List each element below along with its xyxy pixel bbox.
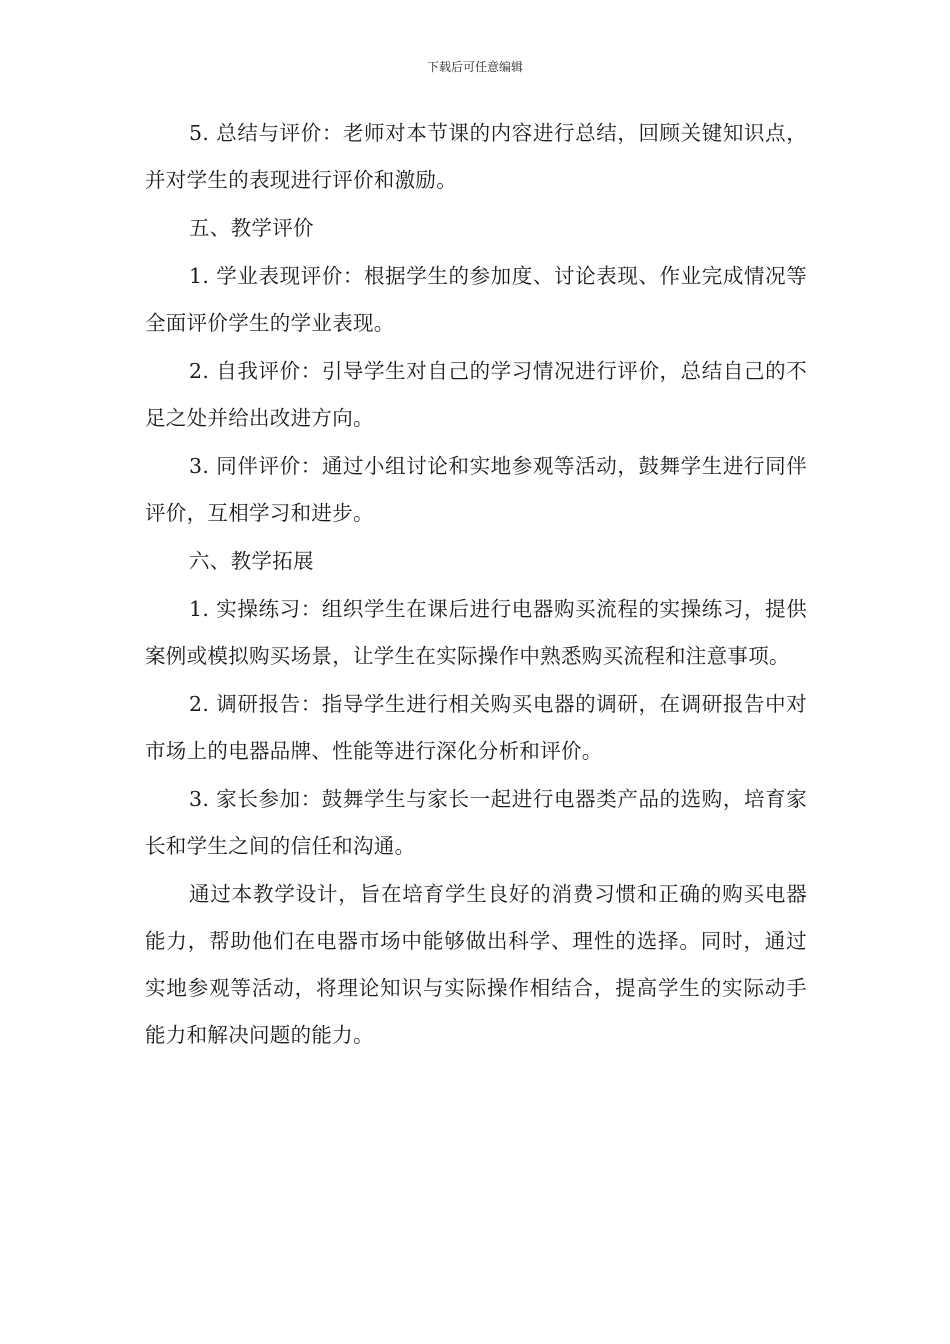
paragraph-practice: 1. 实操练习：组织学生在课后进行电器购买流程的实操练习，提供案例或模拟购买场景，让学生在实际操作中熟悉购买流程和注意事项。: [145, 597, 807, 668]
paragraph-summary-evaluation: 5. 总结与评价：老师对本节课的内容进行总结，回顾关键知识点，并对学生的表现进行评价和激励。: [145, 121, 807, 192]
paragraph-research-report: 2. 调研报告：指导学生进行相关购买电器的调研，在调研报告中对市场上的电器品牌、性能等进行深化分析和评价。: [145, 692, 807, 763]
document-body: [145, 110, 807, 1060]
page-header: 下载后可任意编辑: [426, 60, 523, 74]
section-heading-teaching-evaluation: 五、教学评价: [189, 216, 314, 240]
paragraph-peer-evaluation: 3. 同伴评价：通过小组讨论和实地参观等活动，鼓舞学生进行同伴评价，互相学习和进步。: [145, 454, 807, 525]
paragraph-conclusion: 通过本教学设计，旨在培育学生良好的消费习惯和正确的购买电器能力，帮助他们在电器市场中能够做出科学、理性的选择。同时，通过实地参观等活动，将理论知识与实际操作相结合，提高学生的实际动手能力和解决问题的能力。: [145, 882, 807, 1047]
paragraph-parent-participation: 3. 家长参加：鼓舞学生与家长一起进行电器类产品的选购，培育家长和学生之间的信任和沟通。: [145, 787, 807, 858]
paragraph-academic-evaluation: 1. 学业表现评价：根据学生的参加度、讨论表现、作业完成情况等全面评价学生的学业表现。: [145, 264, 807, 335]
section-heading-teaching-extension: 六、教学拓展: [189, 549, 314, 573]
paragraph-self-evaluation: 2. 自我评价：引导学生对自己的学习情况进行评价，总结自己的不足之处并给出改进方向。: [145, 359, 807, 430]
